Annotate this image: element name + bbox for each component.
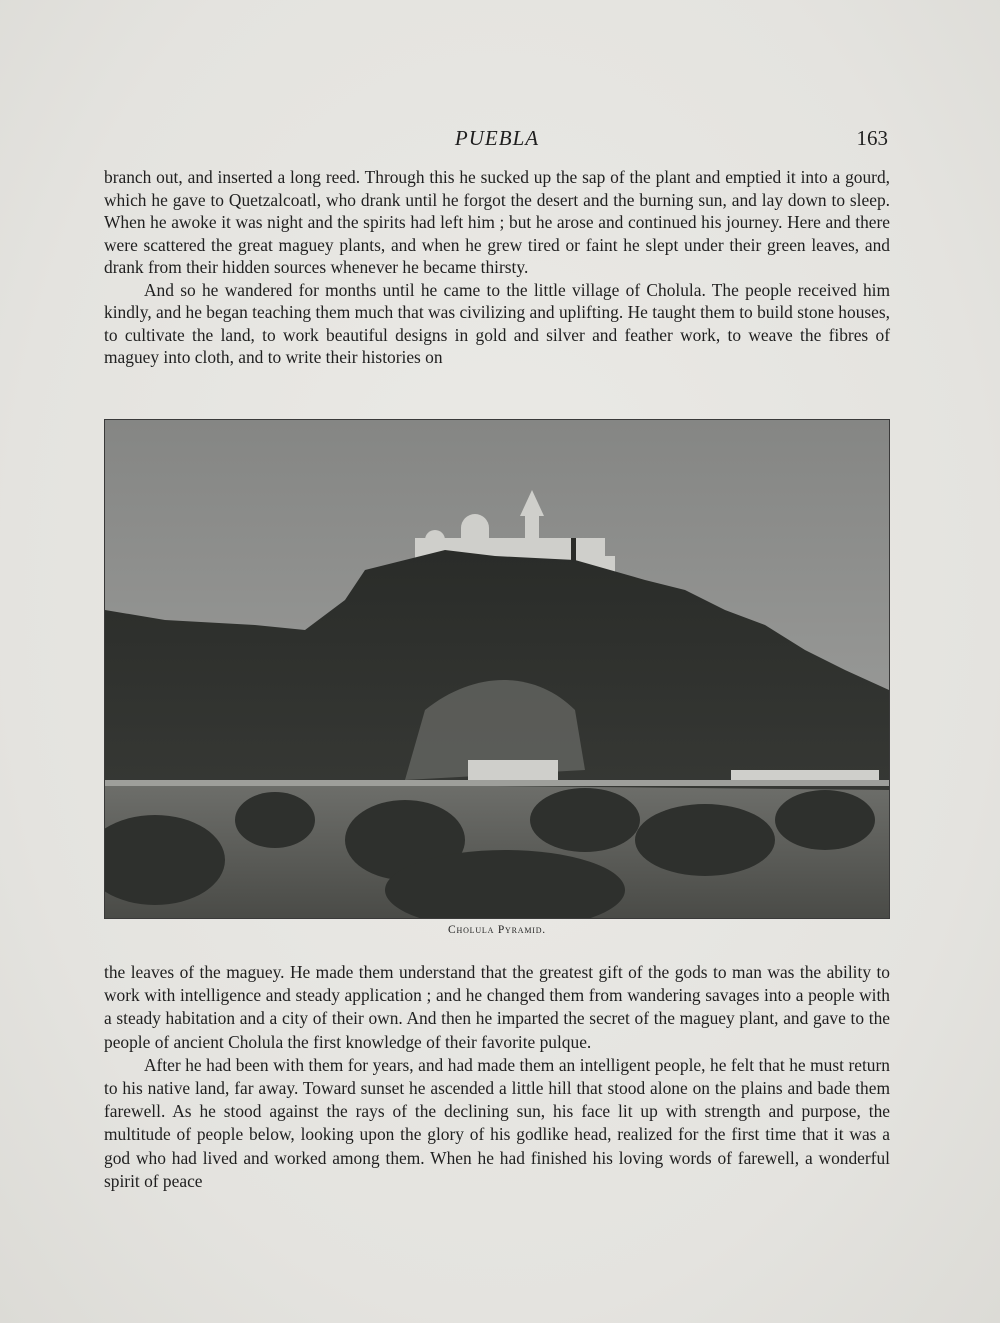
running-head <box>104 126 890 156</box>
cholula-pyramid-photo <box>105 420 889 918</box>
paragraph: And so he wandered for months until he came to the little village of Cholula. The people received him kindly, and he began teaching them much that was civilizing and uplifting. He taught them to build stone houses, to cultivate the land, to work beautiful designs in gold and silver and feather work, to weave the fibres of maguey into cloth, and to write their histories on <box>104 279 890 367</box>
paragraph: After he had been with them for years, and had made them an intelligent people, he felt that he must return to his native land, far away. Toward sunset he ascended a little hill that stood alone on the plains and bade them farewell. As he stood against the rays of the declining sun, his face lit up with strength and purpose, the multitude of people below, looking upon the glory of his godlike head, realized for the first time that it was a god who had lived and worked among them. When he had finished his loving words of farewell, a wonderful spirit of peace <box>104 1054 890 1191</box>
paragraph: branch out, and inserted a long reed. Through this he sucked up the sap of the plant and emptied it into a gourd, which he gave to Quetzalcoatl, who drank until he forgot the desert and the burning sun, and lay down to sleep. When he awoke it was night and the spirits had left him ; but he arose and continued his journey. Here and there were scattered the great maguey plants, and when he grew tired or faint he slept under their green leaves, and drank from their hidden sources whenever he became thirsty. <box>104 167 890 277</box>
page-number: 163 <box>856 126 888 150</box>
running-title: PUEBLA <box>454 126 540 150</box>
paragraph: the leaves of the maguey. He made them understand that the greatest gift of the gods to man was the ability to work with intelligence and steady application ; and he changed them from wandering savages into a people with a steady habitation and a city of their own. And then he imparted the secret of the maguey plant, and gave to the people of ancient Cholula the first knowledge of their favorite pulque. <box>104 962 890 1052</box>
photograph-plate <box>104 419 890 919</box>
body-text-top <box>104 166 890 369</box>
body-text-bottom <box>104 961 890 1193</box>
figure-caption: Cholula Pyramid. <box>448 924 546 936</box>
